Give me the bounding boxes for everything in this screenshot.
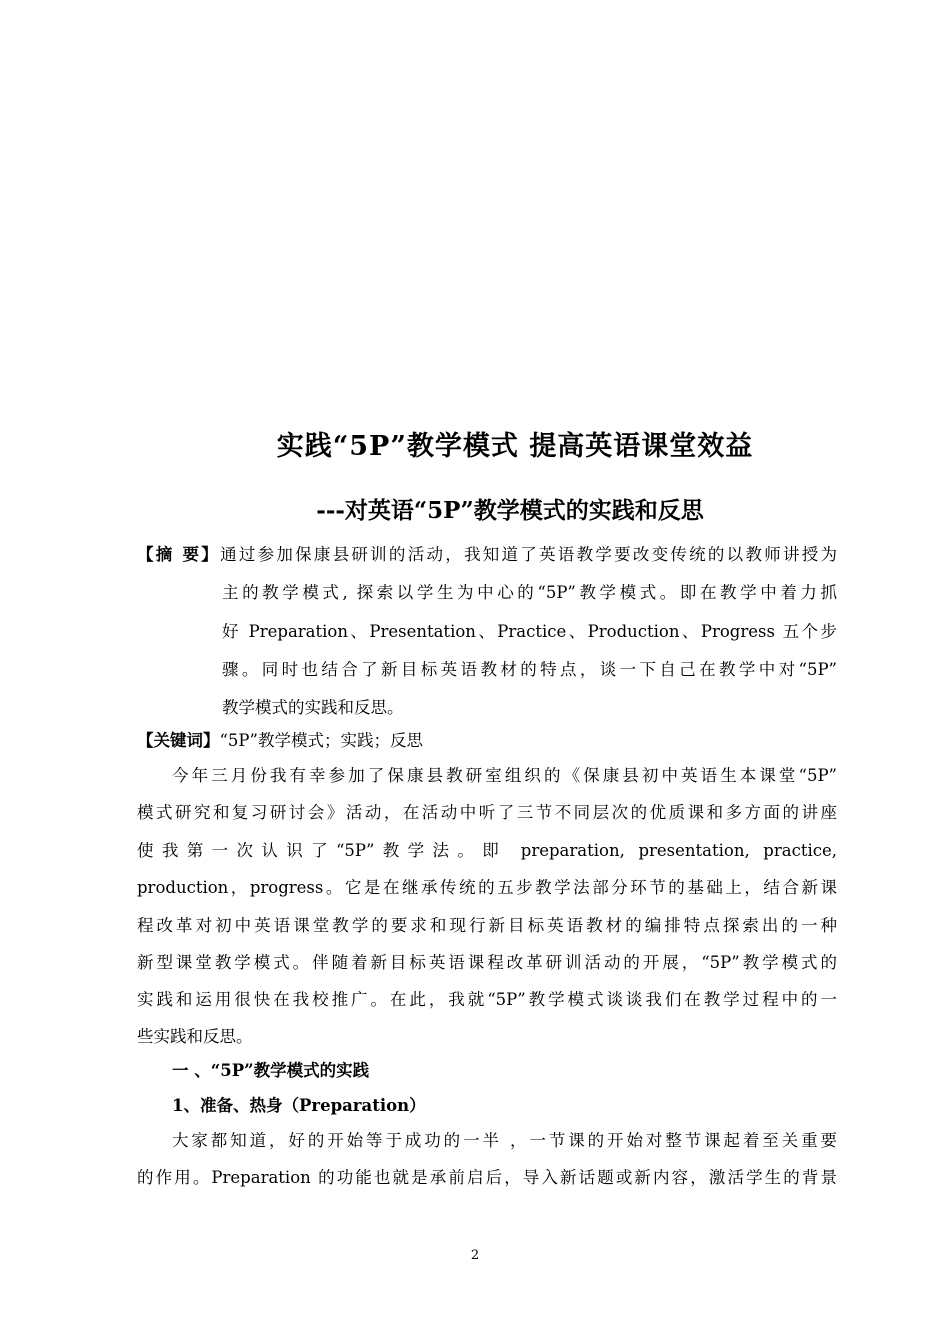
abstract-text: 通过参加保康县研训的活动，我知道了英语教学要改变传统的以教师讲授为 <box>220 545 837 564</box>
abstract-line: 好 Preparation、Presentation、Practice、Production、Progress 五个步 <box>222 622 837 641</box>
page-number: 2 <box>470 1248 480 1263</box>
keywords-label: 【关键词】 <box>137 731 220 750</box>
document-title: 实践“5P”教学模式 提高英语课堂效益 <box>276 431 754 462</box>
intro-line: 模式研究和复习研讨会》活动，在活动中听了三节不同层次的优质课和多方面的讲座 <box>137 803 837 822</box>
document-subtitle: ---对英语“5P”教学模式的实践和反思 <box>316 497 704 524</box>
intro-line: 些实践和反思。 <box>137 1027 253 1046</box>
keywords-text: “5P”教学模式；实践；反思 <box>219 731 423 750</box>
abstract-first-line <box>137 545 837 565</box>
abstract-line: 教学模式的实践和反思。 <box>222 698 404 717</box>
subsection-heading: 1、准备、热身（Preparation） <box>172 1096 426 1115</box>
keywords-line <box>137 731 837 751</box>
body-line: 的作用。Preparation 的功能也就是承前启后，导入新话题或新内容，激活学生的背景 <box>137 1168 837 1187</box>
section-heading: 一 、“5P”教学模式的实践 <box>172 1061 370 1080</box>
body-line: 大家都知道，好的开始等于成功的一半 ，一节课的开始对整节课起着至关重要 <box>172 1131 837 1150</box>
abstract-line: 主的教学模式, 探索以学生为中心的“5P”教学模式。即在教学中着力抓 <box>222 583 837 602</box>
abstract-line: 骤。同时也结合了新目标英语教材的特点，谈一下自己在教学中对“5P” <box>222 660 837 679</box>
intro-line: 今年三月份我有幸参加了保康县教研室组织的《保康县初中英语生本课堂“5P” <box>172 766 837 785</box>
abstract-label: 【摘 要】 <box>137 545 221 564</box>
intro-line: production，progress。它是在继承传统的五步教学法部分环节的基础上，结合新课 <box>137 878 837 897</box>
intro-line: 使我第一次认识了“5P”教学法。即 preparation, presentation, practice, <box>137 841 837 860</box>
intro-line: 实践和运用很快在我校推广。在此，我就“5P”教学模式谈谈我们在教学过程中的一 <box>137 990 837 1009</box>
intro-line: 程改革对初中英语课堂教学的要求和现行新目标英语教材的编排特点探索出的一种 <box>137 916 837 935</box>
intro-line: 新型课堂教学模式。伴随着新目标英语课程改革研训活动的开展，“5P”教学模式的 <box>137 953 837 972</box>
